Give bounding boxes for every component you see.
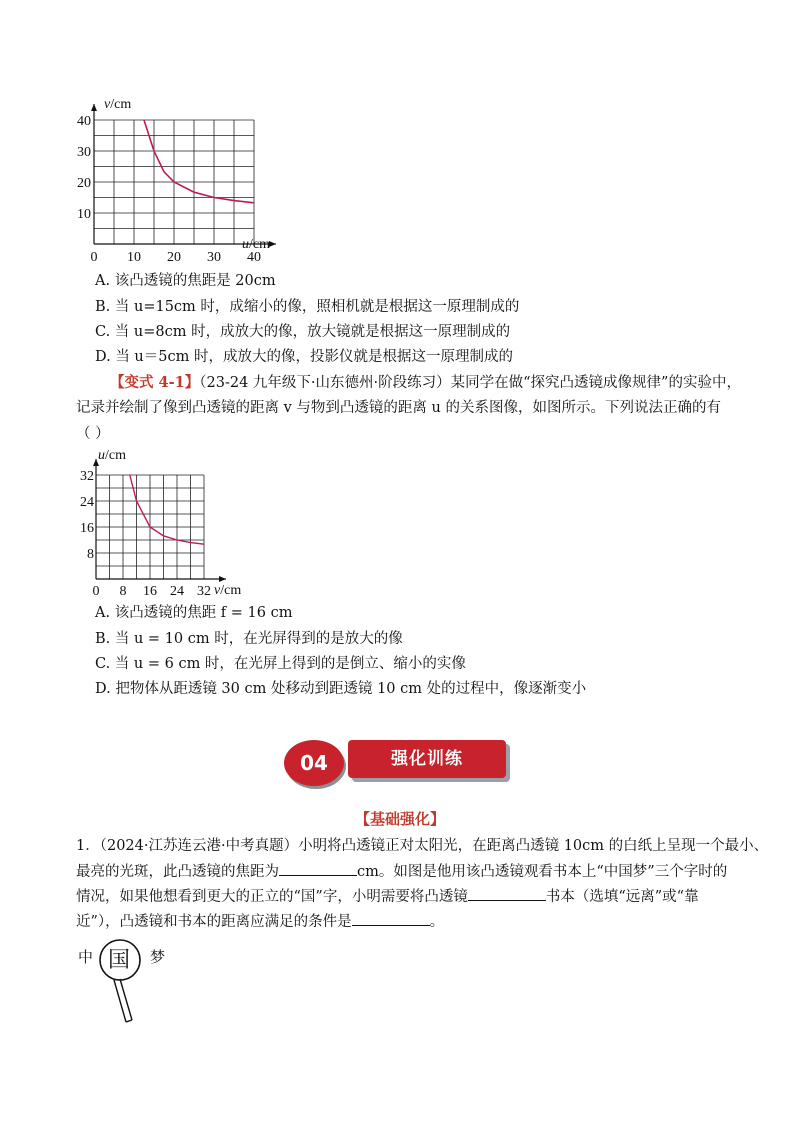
variant-tag: 【变式 4-1】 bbox=[110, 374, 200, 391]
option-b[interactable]: B. 当 u=15cm 时，成缩小的像，照相机就是根据这一原理制成的 bbox=[95, 299, 520, 315]
chart-v-u-graph bbox=[68, 445, 268, 600]
figure-char-left: 中 bbox=[78, 948, 94, 966]
x-axis-arrow bbox=[269, 241, 276, 247]
x-tick-label: 30 bbox=[207, 250, 221, 263]
answer-blank-2[interactable] bbox=[468, 886, 546, 901]
y-tick-label: 10 bbox=[77, 207, 91, 222]
x-tick-label: 20 bbox=[167, 250, 181, 263]
x-axis-arrow bbox=[219, 576, 226, 582]
chart-curve bbox=[144, 120, 254, 203]
x-tick-label: 10 bbox=[127, 250, 141, 263]
answer-blank-3[interactable] bbox=[352, 911, 430, 926]
y-axis-label: v/cm bbox=[104, 97, 132, 112]
q1-line2: 最亮的光斑，此凸透镜的焦距为 cm。如图是他用该凸透镜观看书本上“中国梦”三个字时的 bbox=[76, 861, 727, 882]
variant-stem-line2: 记录并绘制了像到凸透镜的距离 v 与物到凸透镜的距离 u 的关系图像，如图所示。下列说法正确的有 bbox=[76, 400, 721, 416]
q1-line1: 1．（2024·江苏连云港·中考真题）小明将凸透镜正对太阳光，在距离凸透镜 10cm 的白纸上呈现一个最小、 bbox=[76, 838, 769, 854]
x-tick-label: 8 bbox=[119, 584, 127, 599]
x-axis-label: u/cm bbox=[242, 237, 270, 252]
y-tick-label: 40 bbox=[77, 114, 91, 129]
x-tick-label: 0 bbox=[90, 250, 98, 263]
variant-option-c[interactable]: C. 当 u = 6 cm 时，在光屏上得到的是倒立、缩小的实像 bbox=[95, 656, 466, 672]
y-axis-label: u/cm bbox=[98, 448, 126, 463]
x-tick-label: 0 bbox=[92, 584, 100, 599]
x-axis-label: v/cm bbox=[214, 583, 242, 598]
chart-tick-labels bbox=[77, 114, 261, 263]
chart-u-v-graph bbox=[60, 88, 320, 263]
banner-number: 04 bbox=[300, 751, 328, 775]
figure-lens-char: 国 bbox=[108, 948, 131, 973]
variant-option-a[interactable]: A. 该凸透镜的焦距 f = 16 cm bbox=[95, 605, 293, 621]
y-tick-label: 30 bbox=[77, 145, 91, 160]
banner-title: 强化训练 bbox=[391, 749, 463, 769]
answer-paren: （ ） bbox=[76, 426, 110, 442]
y-tick-label: 8 bbox=[87, 547, 94, 562]
x-tick-label: 16 bbox=[143, 584, 157, 599]
chart-axes bbox=[93, 459, 226, 582]
answer-blank-1[interactable] bbox=[279, 861, 357, 876]
chart-curve bbox=[130, 475, 204, 544]
option-d[interactable]: D. 当 u＝5cm 时，成放大的像，投影仪就是根据这一原理制成的 bbox=[95, 349, 513, 365]
y-tick-label: 24 bbox=[80, 495, 94, 510]
option-a[interactable]: A. 该凸透镜的焦距是 20cm bbox=[95, 273, 276, 289]
chart-axes bbox=[91, 104, 276, 247]
option-c[interactable]: C. 当 u=8cm 时，成放大的像，放大镜就是根据这一原理制成的 bbox=[95, 324, 511, 340]
x-tick-label: 32 bbox=[197, 584, 211, 599]
variant-option-d[interactable]: D. 把物体从距透镜 30 cm 处移动到距透镜 10 cm 处的过程中，像逐渐变小 bbox=[95, 681, 587, 697]
variant-option-b[interactable]: B. 当 u = 10 cm 时，在光屏得到的是放大的像 bbox=[95, 631, 403, 647]
figure-char-right: 梦 bbox=[150, 948, 166, 966]
section-heading: 【基础强化】 bbox=[354, 810, 445, 828]
y-axis-arrow bbox=[91, 104, 97, 111]
x-tick-label: 40 bbox=[247, 250, 261, 263]
q1-line4: 近”），凸透镜和书本的距离应满足的条件是 。 bbox=[76, 911, 444, 932]
q1-line3: 情况，如果他想看到更大的正立的“国”字，小明需要将凸透镜 书本（选填“远离”或“靠 bbox=[76, 886, 699, 907]
y-tick-label: 16 bbox=[80, 521, 94, 536]
x-tick-label: 24 bbox=[170, 584, 184, 599]
y-tick-label: 20 bbox=[77, 176, 91, 191]
variant-stem-line1: 【变式 4-1】（23-24 九年级下·山东德州·阶段练习）某同学在做“探究凸透镜成像规律”的实验中， bbox=[110, 374, 741, 391]
y-tick-label: 32 bbox=[80, 469, 94, 484]
